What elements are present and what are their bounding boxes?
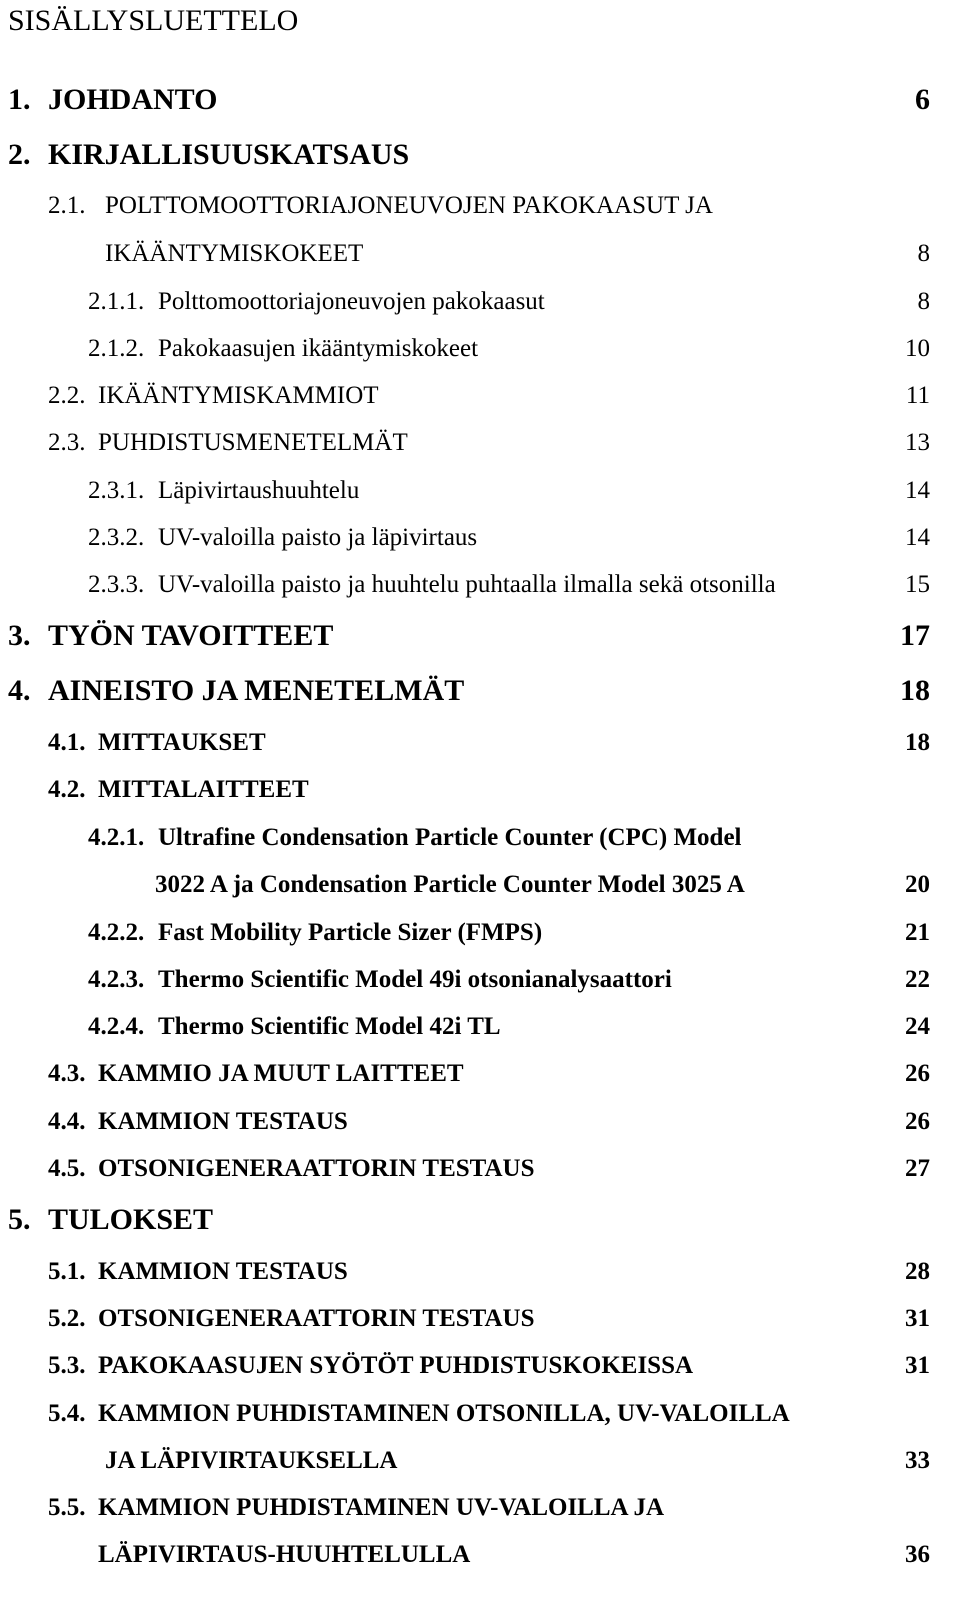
- entry-number: 2.2.: [48, 382, 86, 409]
- entry-title: IKÄÄNTYMISKAMMIOT: [98, 382, 379, 409]
- entry-title: OTSONIGENERAATTORIN TESTAUS: [98, 1155, 535, 1182]
- entry-number: 4.1.: [48, 729, 86, 756]
- entry-title: PAKOKAASUJEN SYÖTÖT PUHDISTUSKOKEISSA: [98, 1352, 694, 1379]
- entry-number: 5.3.: [48, 1352, 86, 1379]
- entry-page: 15: [905, 571, 930, 598]
- entry-title: KAMMION PUHDISTAMINEN UV-VALOILLA JA: [98, 1494, 665, 1521]
- entry-page: 26: [905, 1108, 930, 1135]
- entry-title: KIRJALLISUUSKATSAUS: [48, 138, 410, 171]
- entry-number: 2.3.2.: [88, 524, 145, 551]
- entry-title: KAMMIO JA MUUT LAITTEET: [98, 1060, 464, 1087]
- entry-page: 11: [905, 382, 930, 409]
- entry-page: 36: [905, 1541, 930, 1568]
- entry-title: Ultrafine Condensation Particle Counter (CPC) Model: [158, 824, 742, 851]
- entry-page: 22: [905, 966, 930, 993]
- entry-page: 13: [905, 429, 930, 456]
- entry-page: 18: [905, 729, 930, 756]
- entry-number: 3.: [8, 619, 31, 652]
- entry-number: 5.: [8, 1203, 31, 1236]
- entry-number: 2.: [8, 138, 31, 171]
- entry-page: 6: [915, 83, 930, 116]
- entry-title: TULOKSET: [48, 1203, 214, 1236]
- entry-number: 5.5.: [48, 1494, 86, 1521]
- entry-number: 5.1.: [48, 1258, 86, 1285]
- entry-page: 27: [905, 1155, 930, 1182]
- entry-page: 20: [905, 871, 930, 898]
- entry-page: 31: [905, 1352, 930, 1379]
- entry-page: 14: [905, 477, 930, 504]
- entry-number: 4.2.: [48, 776, 86, 803]
- entry-page: 26: [905, 1060, 930, 1087]
- entry-title: MITTALAITTEET: [98, 776, 309, 803]
- entry-title: MITTAUKSET: [98, 729, 266, 756]
- entry-title: TYÖN TAVOITTEET: [48, 619, 334, 652]
- entry-title: JA LÄPIVIRTAUKSELLA: [105, 1447, 398, 1474]
- entry-page: 28: [905, 1258, 930, 1285]
- entry-title: UV-valoilla paisto ja läpivirtaus: [158, 524, 478, 551]
- entry-page: 8: [917, 288, 930, 315]
- entry-page: 14: [905, 524, 930, 551]
- entry-number: 2.1.2.: [88, 335, 145, 362]
- entry-number: 5.2.: [48, 1305, 86, 1332]
- entry-title: Thermo Scientific Model 42i TL: [158, 1013, 501, 1040]
- entry-page: 17: [900, 619, 930, 652]
- entry-number: 4.2.4.: [88, 1013, 145, 1040]
- entry-number: 4.2.3.: [88, 966, 145, 993]
- entry-title: KAMMION TESTAUS: [98, 1258, 348, 1285]
- entry-number: 4.2.2.: [88, 919, 145, 946]
- entry-title: Polttomoottoriajoneuvojen pakokaasut: [158, 288, 545, 315]
- entry-page: 18: [900, 674, 930, 707]
- entry-page: 8: [917, 240, 930, 267]
- entry-number: 1.: [8, 83, 31, 116]
- entry-title: IKÄÄNTYMISKOKEET: [105, 240, 364, 267]
- entry-page: 10: [905, 335, 930, 362]
- entry-page: 33: [905, 1447, 930, 1474]
- entry-page: 24: [905, 1013, 930, 1040]
- entry-number: 4.: [8, 674, 31, 707]
- entry-title: KAMMION PUHDISTAMINEN OTSONILLA, UV-VALOILLA: [98, 1400, 790, 1427]
- entry-number: 4.4.: [48, 1108, 86, 1135]
- entry-title: OTSONIGENERAATTORIN TESTAUS: [98, 1305, 535, 1332]
- entry-number: 2.1.: [48, 192, 86, 219]
- entry-title: POLTTOMOOTTORIAJONEUVOJEN PAKOKAASUT JA: [105, 192, 713, 219]
- entry-title: UV-valoilla paisto ja huuhtelu puhtaalla ilmalla sekä otsonilla: [158, 571, 776, 598]
- entry-number: 2.1.1.: [88, 288, 145, 315]
- toc-title: SISÄLLYSLUETTELO: [8, 4, 299, 37]
- entry-title: LÄPIVIRTAUS-HUUHTELULLA: [98, 1541, 471, 1568]
- entry-number: 2.3.: [48, 429, 86, 456]
- entry-title: Läpivirtaushuuhtelu: [158, 477, 360, 504]
- entry-number: 4.2.1.: [88, 824, 145, 851]
- entry-title: Pakokaasujen ikääntymiskokeet: [158, 335, 479, 362]
- entry-title: Thermo Scientific Model 49i otsonianalysaattori: [158, 966, 672, 993]
- entry-number: 5.4.: [48, 1400, 86, 1427]
- entry-page: 21: [905, 919, 930, 946]
- entry-title: PUHDISTUSMENETELMÄT: [98, 429, 408, 456]
- entry-number: 4.5.: [48, 1155, 86, 1182]
- entry-title: Fast Mobility Particle Sizer (FMPS): [158, 919, 543, 946]
- entry-title: 3022 A ja Condensation Particle Counter Model 3025 A: [155, 871, 745, 898]
- entry-number: 2.3.3.: [88, 571, 145, 598]
- entry-title: AINEISTO JA MENETELMÄT: [48, 674, 465, 707]
- entry-page: 31: [905, 1305, 930, 1332]
- entry-title: JOHDANTO: [48, 83, 218, 116]
- entry-title: KAMMION TESTAUS: [98, 1108, 348, 1135]
- entry-number: 4.3.: [48, 1060, 86, 1087]
- entry-number: 2.3.1.: [88, 477, 145, 504]
